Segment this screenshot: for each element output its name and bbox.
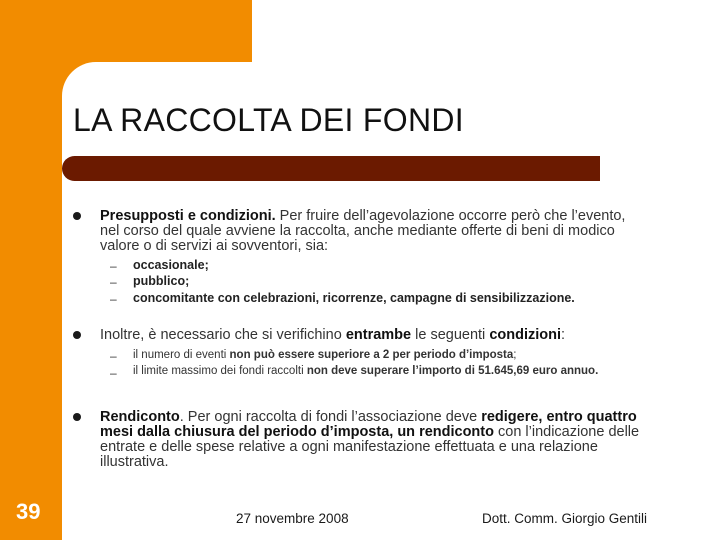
bullet-presupposti-bold: Presupposti e condizioni. bbox=[100, 208, 276, 224]
bullet-presupposti-text: Per fruire dell’agevolazione occorre però che l’evento, nel corso del quale avviene la raccolta, anche mediante offerte di beni di modico valore o di servizi ai sovventori, sia: bbox=[100, 208, 626, 254]
bullet-rendiconto-bold: redigere, entro quattro mesi dalla chiusura del periodo d’imposta, un rendiconto bbox=[100, 409, 637, 440]
bullet-dot bbox=[73, 331, 81, 339]
bullet-rendiconto bbox=[100, 410, 640, 470]
footer-author: Dott. Comm. Giorgio Gentili bbox=[482, 511, 648, 526]
bullet-inoltre bbox=[100, 328, 640, 343]
bullet-inoltre-bold: entrambe bbox=[345, 327, 412, 343]
dash-marker: – bbox=[110, 275, 117, 289]
bullet-inoltre-text: : bbox=[561, 327, 566, 343]
subitem-pubblico-text: pubblico; bbox=[133, 274, 190, 288]
subitem-occasionale bbox=[133, 258, 653, 273]
subitem-concomitante bbox=[133, 291, 653, 306]
subitem-numero-eventi-text: il numero di eventi bbox=[133, 349, 230, 361]
bullet-inoltre-text: Inoltre, è necessario che si verifichino bbox=[100, 327, 346, 343]
bullet-inoltre-text: le seguenti bbox=[411, 327, 490, 343]
footer-date: 27 novembre 2008 bbox=[236, 511, 349, 526]
bullet-presupposti bbox=[100, 209, 640, 254]
slide-title: LA RACCOLTA DEI FONDI bbox=[73, 102, 464, 138]
bullet-rendiconto-text: . Per ogni raccolta di fondi l’associazione deve bbox=[179, 409, 482, 425]
subitem-limite-fondi-bold: non deve superare l’importo di 51.645,69 euro annuo. bbox=[306, 365, 599, 377]
bullet-dot bbox=[73, 413, 81, 421]
bullet-rendiconto-text: con l’indicazione delle entrate e delle spese relative a ogni manifestazione effettuata e una relazione illustrativa. bbox=[100, 424, 640, 470]
dash-marker: – bbox=[110, 292, 117, 306]
dash-marker: – bbox=[110, 366, 117, 380]
dash-marker: – bbox=[110, 349, 117, 363]
title-underline-bar bbox=[62, 156, 600, 181]
subitem-pubblico bbox=[133, 274, 653, 289]
subitem-concomitante-text: concomitante con celebrazioni, ricorrenze, campagne di sensibilizzazione. bbox=[133, 291, 575, 305]
bullet-inoltre-bold: condizioni bbox=[489, 327, 561, 343]
bullet-dot bbox=[73, 212, 81, 220]
page-number: 39 bbox=[16, 499, 41, 524]
subitem-limite-fondi-text: il limite massimo dei fondi raccolti bbox=[133, 365, 307, 377]
subitem-numero-eventi-tail: ; bbox=[513, 349, 517, 361]
subitem-numero-eventi bbox=[133, 348, 653, 362]
subitem-occasionale-text: occasionale; bbox=[133, 258, 209, 272]
dash-marker: – bbox=[110, 259, 117, 273]
subitem-limite-fondi bbox=[133, 364, 653, 378]
bullet-rendiconto-bold: Rendiconto bbox=[100, 409, 180, 425]
subitem-numero-eventi-bold: non può essere superiore a 2 per periodo d’imposta bbox=[229, 349, 514, 361]
